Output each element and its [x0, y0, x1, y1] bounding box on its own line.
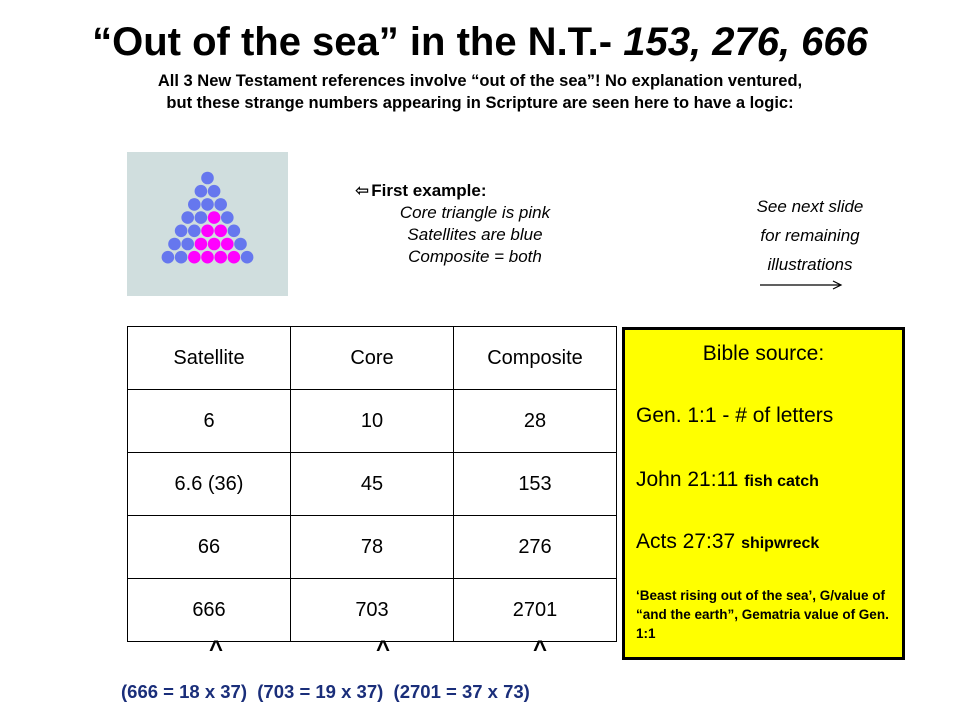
satellite-dot [208, 185, 221, 198]
column-header: Satellite [128, 327, 291, 390]
table-row [128, 579, 617, 642]
bible-source-heading: Bible source: [702, 342, 825, 365]
table-cell: 78 [291, 516, 454, 579]
satellite-dot [181, 238, 194, 251]
satellite-dot [188, 198, 201, 211]
bible-source-panel [622, 327, 905, 660]
satellite-dot [201, 198, 214, 211]
slide-subtitle [40, 70, 920, 114]
core-dot [188, 251, 201, 264]
satellite-dot [162, 251, 175, 264]
caret-marker: ^ [376, 636, 391, 663]
bible-source-row: Acts 27:37 shipwreck [636, 530, 820, 553]
table-cell: 2701 [454, 579, 617, 642]
core-dot [201, 251, 214, 264]
see-next-note [720, 192, 900, 279]
satellite-dot [228, 225, 241, 238]
subtitle-line-2: but these strange numbers appearing in Scripture are seen here to have a logic: [166, 94, 794, 112]
table-row [128, 453, 617, 516]
satellite-dot [175, 251, 188, 264]
satellite-dot [188, 225, 201, 238]
satellite-dot [201, 172, 214, 185]
slide-title [0, 18, 960, 66]
table-header-row [128, 327, 617, 390]
caret-marker: ^ [533, 636, 548, 663]
see-next-line: for remaining [760, 226, 860, 245]
first-example-heading: ⇦ First example: [355, 181, 487, 200]
core-dot [195, 238, 208, 251]
table-cell: 276 [454, 516, 617, 579]
table-cell: 703 [291, 579, 454, 642]
bible-source-row: ‘Beast rising out of the sea’, G/value of “and the earth”, Gematria value of Gen. 1:1 [636, 588, 889, 641]
bible-source-row: John 21:11 fish catch [636, 468, 819, 491]
column-header: Core [291, 327, 454, 390]
satellite-dot [195, 211, 208, 224]
table-row [128, 516, 617, 579]
table-cell: 45 [291, 453, 454, 516]
dot-triangle [127, 152, 288, 296]
satellite-dot [175, 225, 188, 238]
table-row [128, 390, 617, 453]
table-cell: 10 [291, 390, 454, 453]
subtitle-line-1: All 3 New Testament references involve “out of the sea”! No explanation ventured, [157, 72, 803, 90]
table-cell: 66 [128, 516, 291, 579]
see-next-line: See next slide [756, 197, 864, 216]
satellite-dot [181, 211, 194, 224]
core-dot [208, 238, 221, 251]
satellite-dot [195, 185, 208, 198]
numbers-table [127, 326, 617, 642]
satellite-dot [234, 238, 247, 251]
satellite-dot [221, 211, 234, 224]
column-header: Composite [454, 327, 617, 390]
core-dot [208, 211, 221, 224]
first-example-line: Core triangle is pink [399, 203, 551, 222]
core-dot [221, 238, 234, 251]
triangle-illustration [127, 152, 288, 296]
core-dot [214, 225, 227, 238]
bible-source-row: Gen. 1:1 - # of letters [636, 404, 834, 427]
core-dot [201, 225, 214, 238]
first-example-line: Satellites are blue [407, 225, 543, 244]
table-cell: 6 [128, 390, 291, 453]
factorization-note: (666 = 18 x 37) (703 = 19 x 37) (2701 = 37 x 73) [121, 681, 530, 702]
core-dot [228, 251, 241, 264]
satellite-dot [214, 198, 227, 211]
caret-marker: ^ [209, 636, 224, 663]
right-arrow-icon [760, 278, 845, 292]
title-numbers: 153, 276, 666 [623, 20, 868, 64]
table-cell: 6.6 (36) [128, 453, 291, 516]
satellite-dot [168, 238, 181, 251]
left-arrow-icon: ⇦ [355, 181, 370, 200]
table-cell: 153 [454, 453, 617, 516]
satellite-dot [241, 251, 254, 264]
table-cell: 28 [454, 390, 617, 453]
see-next-line: illustrations [767, 255, 853, 274]
table-cell: 666 [128, 579, 291, 642]
core-dot [214, 251, 227, 264]
first-example-line: Composite = both [408, 247, 542, 266]
first-example-note [350, 180, 600, 268]
title-text: “Out of the sea” in the N.T.- [92, 20, 624, 64]
